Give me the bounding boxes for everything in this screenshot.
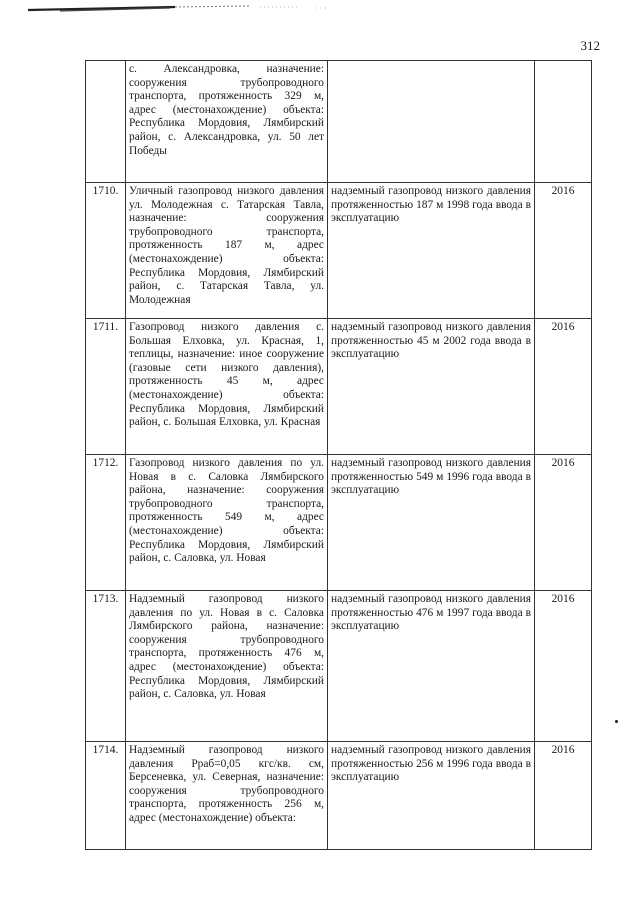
year (535, 61, 592, 183)
row-number (86, 61, 126, 183)
row-number: 1712. (86, 455, 126, 591)
row-number: 1714. (86, 742, 126, 850)
year: 2016 (535, 183, 592, 319)
row-number: 1711. (86, 319, 126, 455)
object-description: Уличный газопровод низкого давления ул. Молодежная с. Татарская Тавла, назначение: сооружения трубопроводного транспорта, протяженность 187 м, адрес (местонахождение) объекта: Республика Мордовия, Лямбирский район, с. Татарская Тавла, ул. Молодежная (126, 183, 328, 319)
table-row (86, 183, 592, 319)
year: 2016 (535, 455, 592, 591)
page-number: 312 (580, 38, 600, 53)
row-number: 1710. (86, 183, 126, 319)
object-characteristics: надземный газопровод низкого давления протяженностью 45 м 2002 года ввода в эксплуатацию (328, 319, 535, 455)
year: 2016 (535, 742, 592, 850)
object-characteristics (328, 61, 535, 183)
object-characteristics: надземный газопровод низкого давления протяженностью 476 м 1997 года ввода в эксплуатацию (328, 591, 535, 742)
object-characteristics: надземный газопровод низкого давления протяженностью 549 м 1996 года ввода в эксплуатацию (328, 455, 535, 591)
object-description: Надземный газопровод низкого давления по ул. Новая в с. Саловка Лямбирского района, назначение: сооружения трубопроводного транспорта, протяженность 476 м, адрес (местонахождение) объекта: Республика Мордовия, Лямбирский район, с. Саловка, ул. Новая (126, 591, 328, 742)
registry-table (85, 60, 592, 850)
scan-speck (615, 720, 618, 723)
object-description: Надземный газопровод низкого давления Рраб=0,05 кгс/кв. см, Берсеневка, ул. Северная, назначение: сооружения трубопроводного транспорта, протяженность 256 м, адрес (местонахождение) объекта: (126, 742, 328, 850)
row-number: 1713. (86, 591, 126, 742)
table-row (86, 742, 592, 850)
table-row (86, 591, 592, 742)
table-row (86, 61, 592, 183)
year: 2016 (535, 319, 592, 455)
scan-artifact-top (0, 0, 640, 18)
object-description: Газопровод низкого давления по ул. Новая в с. Саловка Лямбирского района, назначение: сооружения трубопроводного транспорта, протяженность 549 м, адрес (местонахождение) объекта: Республика Мордовия, Лямбирский район, с. Саловка, ул. Новая (126, 455, 328, 591)
object-description: Газопровод низкого давления с. Большая Елховка, ул. Красная, 1, теплицы, назначение: иное сооружение (газовые сети низкого давления), протяженность 45 м, адрес (местонахождение) объекта: Республика Мордовия, Лямбирский район, с. Большая Елховка, ул. Красная (126, 319, 328, 455)
table-row (86, 455, 592, 591)
year: 2016 (535, 591, 592, 742)
object-characteristics: надземный газопровод низкого давления протяженностью 187 м 1998 года ввода в эксплуатацию (328, 183, 535, 319)
table-row (86, 319, 592, 455)
object-description: с. Александровка, назначение: сооружения трубопроводного транспорта, протяженность 329 м, адрес (местонахождение) объекта: Республика Мордовия, Лямбирский район, с. Александровка, ул. 50 лет Победы (126, 61, 328, 183)
object-characteristics: надземный газопровод низкого давления протяженностью 256 м 1996 года ввода в эксплуатацию (328, 742, 535, 850)
